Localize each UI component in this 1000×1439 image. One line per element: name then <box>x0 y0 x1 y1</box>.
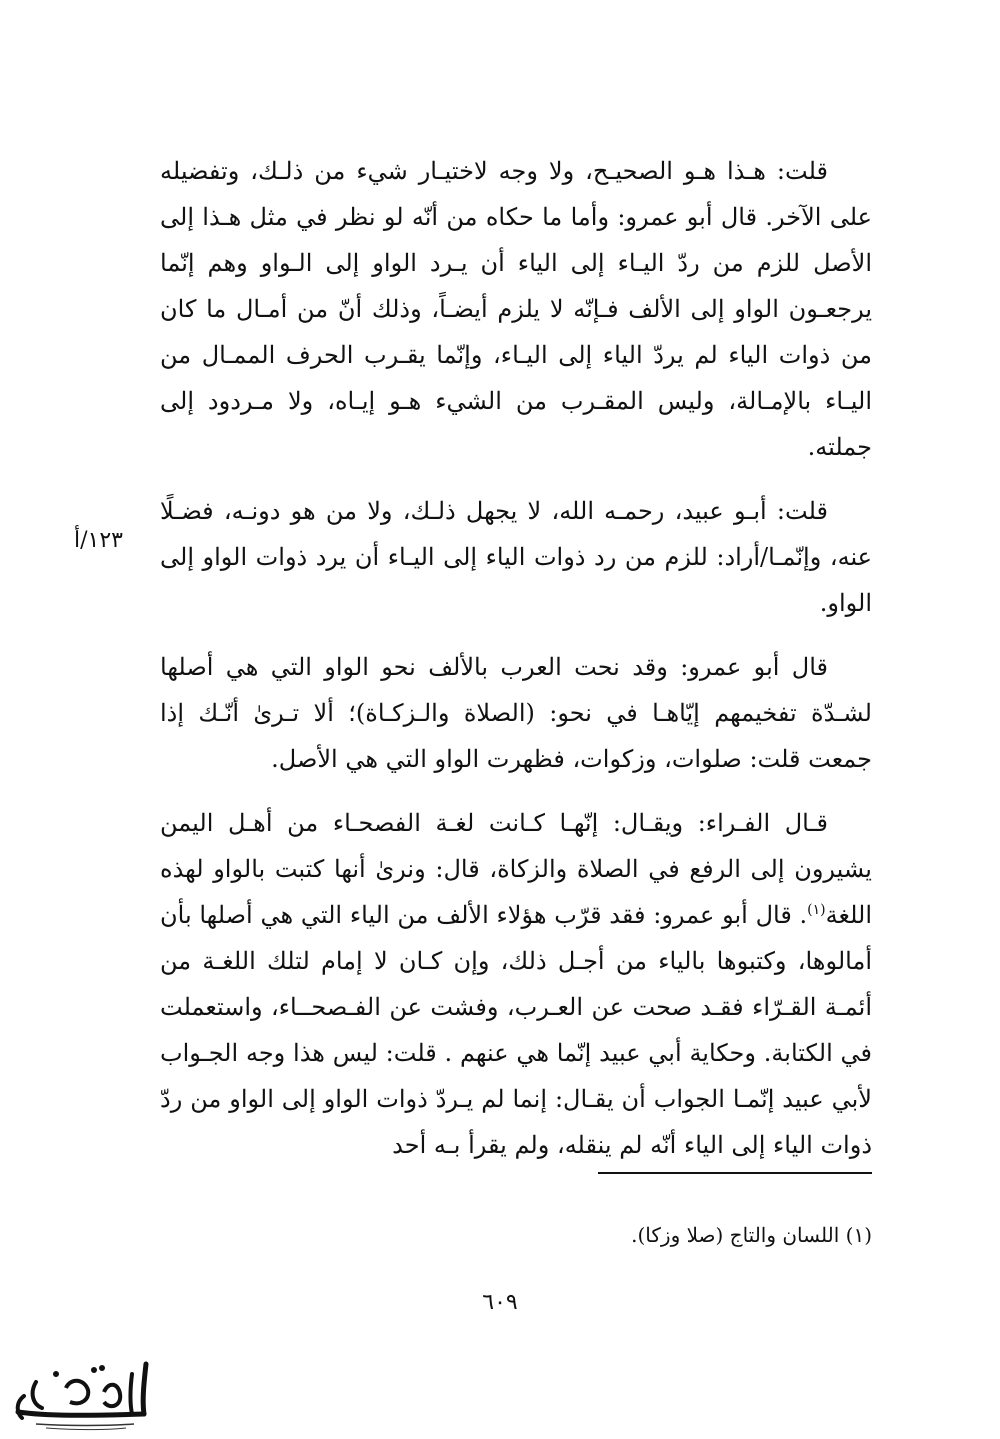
publisher-logo-icon <box>6 1352 156 1432</box>
paragraph-1: قلت: هـذا هـو الصحيـح، ولا وجه لاختيـار شيء من ذلـك، وتفضيله على الآخر. قال أبو عمرو: وأما ما حكاه من أنّه لو نظر في مثل هـذا إلى الأصل للزم من ردّ اليـاء إلى الياء أن يـرد الواو إلى الـواو وهم إنّما يرجعـون الواو إلى الألف فـإنّه لا يلزم أيضـاً، وذلك أنّ من أمـال ما كان من ذوات الياء لم يردّ الياء إلى اليـاء، وإنّما يقـرب الحرف الممـال من اليـاء بالإمـالة، وليس المقـرب من الشيء هـو إيـاه، ولا مـردود إلى جملته. <box>160 157 872 461</box>
manuscript-folio-note: ١٢٣/أ <box>74 528 123 553</box>
main-text <box>160 148 872 1186</box>
paragraph-3: قال أبو عمرو: وقد نحت العرب بالألف نحو الواو التي هي أصلها لشـدّة تفخيمهم إيّاهـا في نحو: (الصلاة والـزكـاة)؛ ألا تـرىٰ أنّـك إذا جمعت قلت: صلوات، وزكوات، فظهرت الواو التي هي الأصل. <box>160 653 872 773</box>
paragraph-4-part-1: قـال الفـراء: ويقـال: إنّهـا كـانت لغـة الفصحـاء من أهـل اليمن يشيرون إلى الرفع في الصلاة والزكاة، قال: ونرىٰ أنها كتبت بالواو لهذه اللغة <box>160 809 872 929</box>
footnote-divider <box>598 1172 872 1174</box>
paragraph-4-part-2: . قال أبو عمرو: فقد قرّب هؤلاء الألف من الياء التي هي أصلها بأن أمالوها، وكتبوها بالياء من أجـل ذلك، وإن كـان لا إمام لتلك اللغـة من أئمـة القـرّاء فقـد صحت عن العـرب، وفشت عن الفـصحــاء، واستعملت في الكتابة. وحكاية أبي عبيد إنّما هي عنهم . قلت: ليس هذا وجه الجـواب لأبي عبيد إنّمـا الجواب أن يقـال: إنما لم يـردّ ذوات الواو إلى الواو من ردّ ذوات الياء إلى الياء أنّه لم ينقله، ولم يقرأ بـه أحد <box>160 901 872 1159</box>
footnote-reference: (١) <box>807 902 826 918</box>
footnote: (١) اللسان والتاج (صلا وزكا). <box>631 1223 872 1247</box>
page-number: ٦٠٩ <box>482 1290 518 1315</box>
paragraph-2: قلت: أبـو عبيد، رحمـه الله، لا يجهل ذلـك، ولا من هو دونـه، فضـلًا عنه، وإنّمـا/أراد: للزم من رد ذوات الياء إلى اليـاء أن يرد ذوات الواو إلى الواو. <box>160 497 873 617</box>
paragraph-4 <box>160 800 872 1168</box>
